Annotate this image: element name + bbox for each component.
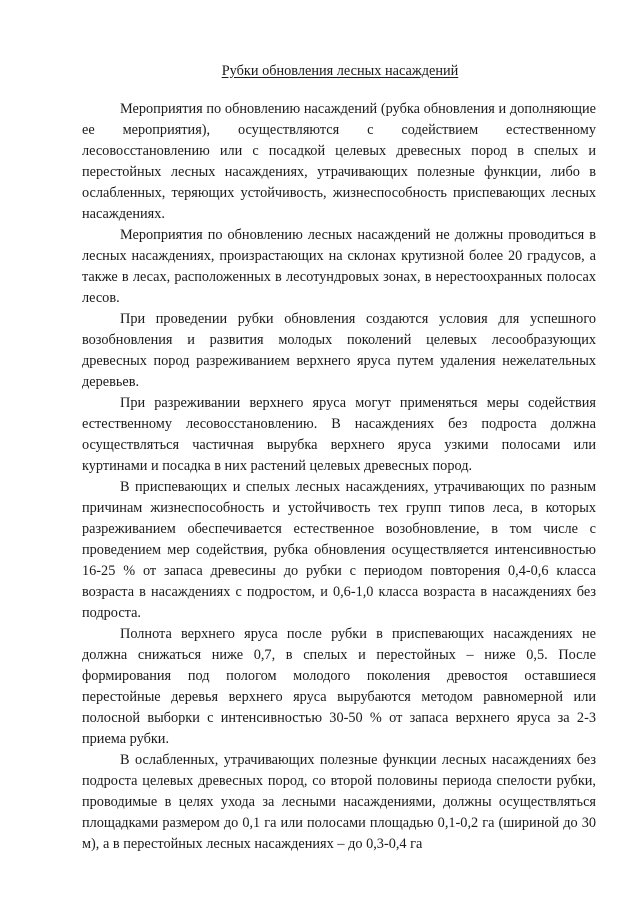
paragraph-7: В ослабленных, утрачивающих полезные функции лесных насаждениях без подроста целевых древесных пород, со второй половины периода спелости рубки, проводимые в целях ухода за лесными насаждениями, должны осуществляться площадками размером до 0,1 га или полосами площадью 0,1-0,2 га (шириной до 30 м), а в перестойных лесных насаждениях – до 0,3-0,4 га [82,752,596,852]
paragraph-1: Мероприятия по обновлению насаждений (рубка обновления и дополняющие ее мероприятия), осуществляются с содействием естественному лесовосстановлению или с посадкой целевых древесных пород в спелых и перестойных лесных насаждениях, утрачивающих полезные функции, либо в ослабленных, теряющих устойчивость, жизнеспособность приспевающих лесных насаждениях. [82,101,596,222]
paragraph-6: Полнота верхнего яруса после рубки в приспевающих насаждениях не должна снижаться ниже 0,7, в спелых и перестойных – ниже 0,5. После формирования под пологом молодого поколения древостоя оставшиеся перестойные деревья верхнего яруса вырубаются методом равномерной или полосной выборки с интенсивностью 30-50 % от запаса верхнего яруса за 2-3 приема рубки. [82,626,596,747]
document-body [82,99,596,855]
document-title: Рубки обновления лесных насаждений [221,63,459,79]
paragraph-4: При разреживании верхнего яруса могут применяться меры содействия естественному лесовосстановлению. В насаждениях без подроста должна осуществляться частичная вырубка верхнего яруса узкими полосами или куртинами и посадка в них растений целевых древесных пород. [82,395,596,474]
paragraph-2: Мероприятия по обновлению лесных насаждений не должны проводиться в лесных насаждениях, произрастающих на склонах крутизной более 20 градусов, а также в лесах, расположенных в лесотундровых зонах, в нерестоохранных полосах лесов. [82,227,596,306]
paragraph-5: В приспевающих и спелых лесных насаждениях, утрачивающих по разным причинам жизнеспособность и устойчивость тех групп типов леса, в которых разреживанием обеспечивается естественное возобновление, в том числе с проведением мер содействия, рубка обновления осуществляется интенсивностью 16-25 % от запаса древесины до рубки с периодом повторения 0,4-0,6 класса возраста в насаждениях с подростом, и 0,6-1,0 класса возраста в насаждениях без подроста. [82,479,596,621]
paragraph-3: При проведении рубки обновления создаются условия для успешного возобновления и развития молодых поколений целевых лесообразующих древесных пород разреживанием верхнего яруса путем удаления нежелательных деревьев. [82,311,596,390]
